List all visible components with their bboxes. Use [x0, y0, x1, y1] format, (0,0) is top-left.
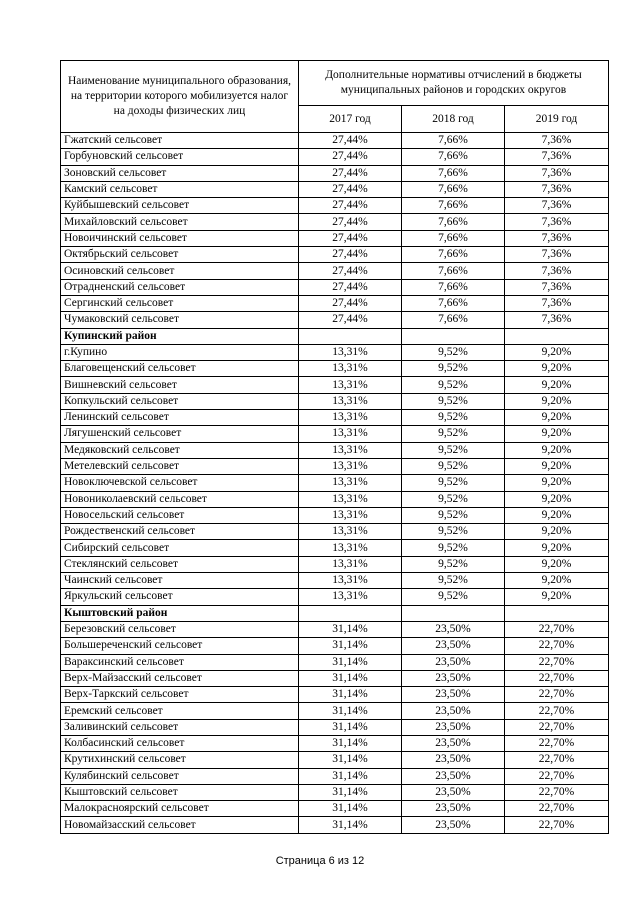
table-row: [61, 165, 609, 181]
norm-value-2018: 7,66%: [402, 295, 505, 311]
table-row: [61, 133, 609, 149]
table-row: [61, 735, 609, 751]
norm-value-2018: 7,66%: [402, 181, 505, 197]
norm-value-2017: 27,44%: [299, 165, 402, 181]
norm-value-2019: 9,20%: [505, 344, 609, 360]
table-row: [61, 589, 609, 605]
table-row: [61, 312, 609, 328]
norm-value-2018: 23,50%: [402, 621, 505, 637]
norm-value-2019: 22,70%: [505, 817, 609, 833]
table-row: [61, 426, 609, 442]
norms-table: [60, 60, 609, 834]
table-row: [61, 410, 609, 426]
municipality-name: Отрадненский сельсовет: [61, 279, 299, 295]
norm-value-2017: 13,31%: [299, 491, 402, 507]
norm-value-2017: 13,31%: [299, 475, 402, 491]
norm-value-2017: 27,44%: [299, 198, 402, 214]
norm-value-2017: 27,44%: [299, 149, 402, 165]
norm-value-2017: 13,31%: [299, 589, 402, 605]
table-row: [61, 181, 609, 197]
municipality-name: Кыштовский сельсовет: [61, 784, 299, 800]
norm-value-2018: 23,50%: [402, 784, 505, 800]
norm-value-2017: 27,44%: [299, 295, 402, 311]
norm-value-2017: 13,31%: [299, 361, 402, 377]
norm-value-2017: 13,31%: [299, 556, 402, 572]
norm-value-2017: 31,14%: [299, 654, 402, 670]
norm-value-2018: 9,52%: [402, 475, 505, 491]
norm-value-2017: 31,14%: [299, 621, 402, 637]
norm-value-2017: [299, 328, 402, 344]
table-row: [61, 507, 609, 523]
norm-value-2017: 13,31%: [299, 393, 402, 409]
norm-value-2018: 7,66%: [402, 263, 505, 279]
norm-value-2019: 7,36%: [505, 165, 609, 181]
norm-value-2018: 23,50%: [402, 801, 505, 817]
table-row: [61, 361, 609, 377]
table-row: [61, 687, 609, 703]
page-number: Страница 6 из 12: [275, 855, 365, 867]
norm-value-2019: 7,36%: [505, 181, 609, 197]
municipality-name: Зоновский сельсовет: [61, 165, 299, 181]
norm-value-2018: 7,66%: [402, 230, 505, 246]
norm-value-2018: 23,50%: [402, 768, 505, 784]
table-row: [61, 247, 609, 263]
table-row: [61, 768, 609, 784]
municipality-name: Гжатский сельсовет: [61, 133, 299, 149]
norm-value-2017: 27,44%: [299, 181, 402, 197]
norm-value-2018: 9,52%: [402, 458, 505, 474]
municipality-name: Осиновский сельсовет: [61, 263, 299, 279]
table-row: [61, 670, 609, 686]
norm-value-2019: [505, 605, 609, 621]
table-row: [61, 556, 609, 572]
norm-value-2018: 9,52%: [402, 377, 505, 393]
region-name: Купинский район: [61, 328, 299, 344]
municipality-name: Куйбышевский сельсовет: [61, 198, 299, 214]
norm-value-2019: 22,70%: [505, 670, 609, 686]
norm-value-2017: 13,31%: [299, 524, 402, 540]
norm-value-2019: 9,20%: [505, 556, 609, 572]
norm-value-2017: 31,14%: [299, 638, 402, 654]
norm-value-2017: 13,31%: [299, 540, 402, 556]
table-row: [61, 475, 609, 491]
municipality-name: Новониколаевский сельсовет: [61, 491, 299, 507]
norm-value-2019: 7,36%: [505, 230, 609, 246]
norm-value-2019: 22,70%: [505, 752, 609, 768]
municipality-name: Благовещенский сельсовет: [61, 361, 299, 377]
norm-value-2017: 13,31%: [299, 442, 402, 458]
norm-value-2018: 9,52%: [402, 573, 505, 589]
norm-value-2017: 31,14%: [299, 687, 402, 703]
norm-value-2019: 9,20%: [505, 573, 609, 589]
region-name: Кыштовский район: [61, 605, 299, 621]
norm-value-2019: 9,20%: [505, 491, 609, 507]
norm-value-2017: 27,44%: [299, 279, 402, 295]
norm-value-2019: 9,20%: [505, 589, 609, 605]
norm-value-2019: 22,70%: [505, 638, 609, 654]
norm-value-2019: 22,70%: [505, 621, 609, 637]
norm-value-2017: 13,31%: [299, 573, 402, 589]
norm-value-2018: 7,66%: [402, 214, 505, 230]
table-row: [61, 214, 609, 230]
municipality-name: Кулябинский сельсовет: [61, 768, 299, 784]
municipality-name: Камский сельсовет: [61, 181, 299, 197]
norm-value-2018: 9,52%: [402, 524, 505, 540]
norm-value-2018: 7,66%: [402, 247, 505, 263]
norm-value-2018: 9,52%: [402, 589, 505, 605]
municipality-name: Колбасинский сельсовет: [61, 735, 299, 751]
table-row: [61, 149, 609, 165]
norm-value-2017: 31,14%: [299, 768, 402, 784]
municipality-name: Малокрасноярский сельсовет: [61, 801, 299, 817]
norm-value-2017: 27,44%: [299, 214, 402, 230]
norm-value-2018: 9,52%: [402, 426, 505, 442]
norm-value-2019: 22,70%: [505, 768, 609, 784]
municipality-name: Чумаковский сельсовет: [61, 312, 299, 328]
norm-value-2018: 9,52%: [402, 507, 505, 523]
norm-value-2017: 31,14%: [299, 817, 402, 833]
norm-value-2018: 9,52%: [402, 442, 505, 458]
municipality-name: Сергинский сельсовет: [61, 295, 299, 311]
norm-value-2019: 7,36%: [505, 279, 609, 295]
norm-value-2017: 13,31%: [299, 344, 402, 360]
municipality-name: Еремский сельсовет: [61, 703, 299, 719]
norm-value-2017: 31,14%: [299, 719, 402, 735]
table-row: [61, 638, 609, 654]
norm-value-2017: 27,44%: [299, 247, 402, 263]
norm-value-2018: 9,52%: [402, 491, 505, 507]
table-row: [61, 263, 609, 279]
norm-value-2019: 9,20%: [505, 458, 609, 474]
table-row: [61, 621, 609, 637]
table-row: [61, 703, 609, 719]
municipality-name: Стеклянский сельсовет: [61, 556, 299, 572]
norm-value-2019: 7,36%: [505, 247, 609, 263]
table-row: [61, 752, 609, 768]
municipality-name: Рождественский сельсовет: [61, 524, 299, 540]
norm-value-2018: 23,50%: [402, 735, 505, 751]
norm-value-2017: 31,14%: [299, 735, 402, 751]
norm-value-2018: [402, 328, 505, 344]
municipality-name: Новоичинский сельсовет: [61, 230, 299, 246]
norm-value-2018: 7,66%: [402, 149, 505, 165]
municipality-name: Крутихинский сельсовет: [61, 752, 299, 768]
norm-value-2019: 7,36%: [505, 263, 609, 279]
norm-value-2019: 9,20%: [505, 442, 609, 458]
norm-value-2019: 9,20%: [505, 377, 609, 393]
norm-value-2019: 9,20%: [505, 524, 609, 540]
municipality-name: г.Купино: [61, 344, 299, 360]
header-year-2018: 2018 год: [402, 106, 505, 133]
norm-value-2019: 22,70%: [505, 687, 609, 703]
norm-value-2017: 31,14%: [299, 670, 402, 686]
municipality-name: Вишневский сельсовет: [61, 377, 299, 393]
norm-value-2018: 23,50%: [402, 719, 505, 735]
norm-value-2018: 23,50%: [402, 638, 505, 654]
municipality-name: Копкульский сельсовет: [61, 393, 299, 409]
norm-value-2018: 23,50%: [402, 654, 505, 670]
norm-value-2019: 7,36%: [505, 295, 609, 311]
norm-value-2019: 9,20%: [505, 507, 609, 523]
table-row: [61, 393, 609, 409]
table-row: [61, 524, 609, 540]
region-heading-row: [61, 328, 609, 344]
header-year-2019: 2019 год: [505, 106, 609, 133]
norm-value-2018: 7,66%: [402, 198, 505, 214]
norm-value-2017: 31,14%: [299, 703, 402, 719]
municipality-name: Верх-Таркский сельсовет: [61, 687, 299, 703]
norm-value-2019: 9,20%: [505, 475, 609, 491]
norm-value-2019: 9,20%: [505, 426, 609, 442]
table-row: [61, 654, 609, 670]
norm-value-2017: 27,44%: [299, 263, 402, 279]
norm-value-2018: 9,52%: [402, 556, 505, 572]
norm-value-2018: 9,52%: [402, 361, 505, 377]
municipality-name: Заливинский сельсовет: [61, 719, 299, 735]
table-row: [61, 230, 609, 246]
table-row: [61, 784, 609, 800]
municipality-name: Горбуновский сельсовет: [61, 149, 299, 165]
table-row: [61, 295, 609, 311]
table-row: [61, 817, 609, 833]
norm-value-2018: 9,52%: [402, 393, 505, 409]
municipality-name: Метелевский сельсовет: [61, 458, 299, 474]
municipality-name: Сибирский сельсовет: [61, 540, 299, 556]
municipality-name: Новомайзасский сельсовет: [61, 817, 299, 833]
norm-value-2018: 23,50%: [402, 752, 505, 768]
norm-value-2019: 22,70%: [505, 654, 609, 670]
norm-value-2019: 22,70%: [505, 801, 609, 817]
norm-value-2019: 9,20%: [505, 410, 609, 426]
norm-value-2017: 13,31%: [299, 426, 402, 442]
norm-value-2019: 22,70%: [505, 735, 609, 751]
norm-value-2018: 7,66%: [402, 133, 505, 149]
norm-value-2018: 7,66%: [402, 165, 505, 181]
norm-value-2019: 7,36%: [505, 198, 609, 214]
norm-value-2019: 22,70%: [505, 719, 609, 735]
municipality-name: Верх-Майзасский сельсовет: [61, 670, 299, 686]
norm-value-2019: [505, 328, 609, 344]
norm-value-2019: 9,20%: [505, 540, 609, 556]
municipality-name: Яркульский сельсовет: [61, 589, 299, 605]
table-row: [61, 279, 609, 295]
municipality-name: Большереченский сельсовет: [61, 638, 299, 654]
municipality-name: Новосельский сельсовет: [61, 507, 299, 523]
norm-value-2018: 23,50%: [402, 703, 505, 719]
table-row: [61, 344, 609, 360]
municipality-name: Лягушенский сельсовет: [61, 426, 299, 442]
header-municipality-column: Наименование муниципального образования, на территории которого мобилизуется налог на доходы физических лиц: [61, 61, 299, 133]
municipality-name: Михайловский сельсовет: [61, 214, 299, 230]
norm-value-2019: 22,70%: [505, 703, 609, 719]
norm-value-2017: 27,44%: [299, 133, 402, 149]
norm-value-2018: 23,50%: [402, 817, 505, 833]
municipality-name: Ленинский сельсовет: [61, 410, 299, 426]
norm-value-2019: 7,36%: [505, 312, 609, 328]
norm-value-2018: 7,66%: [402, 279, 505, 295]
norm-value-2017: 13,31%: [299, 377, 402, 393]
municipality-name: Чаинский сельсовет: [61, 573, 299, 589]
table-row: [61, 573, 609, 589]
norm-value-2018: 9,52%: [402, 344, 505, 360]
norm-value-2018: 23,50%: [402, 670, 505, 686]
norm-value-2017: 13,31%: [299, 458, 402, 474]
region-heading-row: [61, 605, 609, 621]
norm-value-2017: [299, 605, 402, 621]
table-row: [61, 377, 609, 393]
norm-value-2018: 9,52%: [402, 540, 505, 556]
norm-value-2019: 7,36%: [505, 149, 609, 165]
municipality-name: Березовский сельсовет: [61, 621, 299, 637]
norm-value-2019: 7,36%: [505, 133, 609, 149]
norm-value-2018: 23,50%: [402, 687, 505, 703]
table-row: [61, 442, 609, 458]
norm-value-2017: 27,44%: [299, 312, 402, 328]
municipality-name: Октябрьский сельсовет: [61, 247, 299, 263]
table-row: [61, 198, 609, 214]
table-row: [61, 491, 609, 507]
norm-value-2018: [402, 605, 505, 621]
norm-value-2019: 9,20%: [505, 361, 609, 377]
norm-value-2017: 13,31%: [299, 410, 402, 426]
norm-value-2017: 13,31%: [299, 507, 402, 523]
municipality-name: Медяковский сельсовет: [61, 442, 299, 458]
table-body: [61, 133, 609, 834]
norm-value-2019: 22,70%: [505, 784, 609, 800]
table-row: [61, 801, 609, 817]
norm-value-2019: 7,36%: [505, 214, 609, 230]
norm-value-2019: 9,20%: [505, 393, 609, 409]
municipality-name: Новоключевской сельсовет: [61, 475, 299, 491]
norm-value-2017: 27,44%: [299, 230, 402, 246]
norm-value-2017: 31,14%: [299, 784, 402, 800]
table-row: [61, 458, 609, 474]
norm-value-2018: 7,66%: [402, 312, 505, 328]
norm-value-2017: 31,14%: [299, 752, 402, 768]
header-norms-group: Дополнительные нормативы отчислений в бюджеты муниципальных районов и городских округов: [299, 61, 609, 106]
municipality-name: Вараксинский сельсовет: [61, 654, 299, 670]
header-year-2017: 2017 год: [299, 106, 402, 133]
table-row: [61, 719, 609, 735]
table-row: [61, 540, 609, 556]
norm-value-2017: 31,14%: [299, 801, 402, 817]
norm-value-2018: 9,52%: [402, 410, 505, 426]
